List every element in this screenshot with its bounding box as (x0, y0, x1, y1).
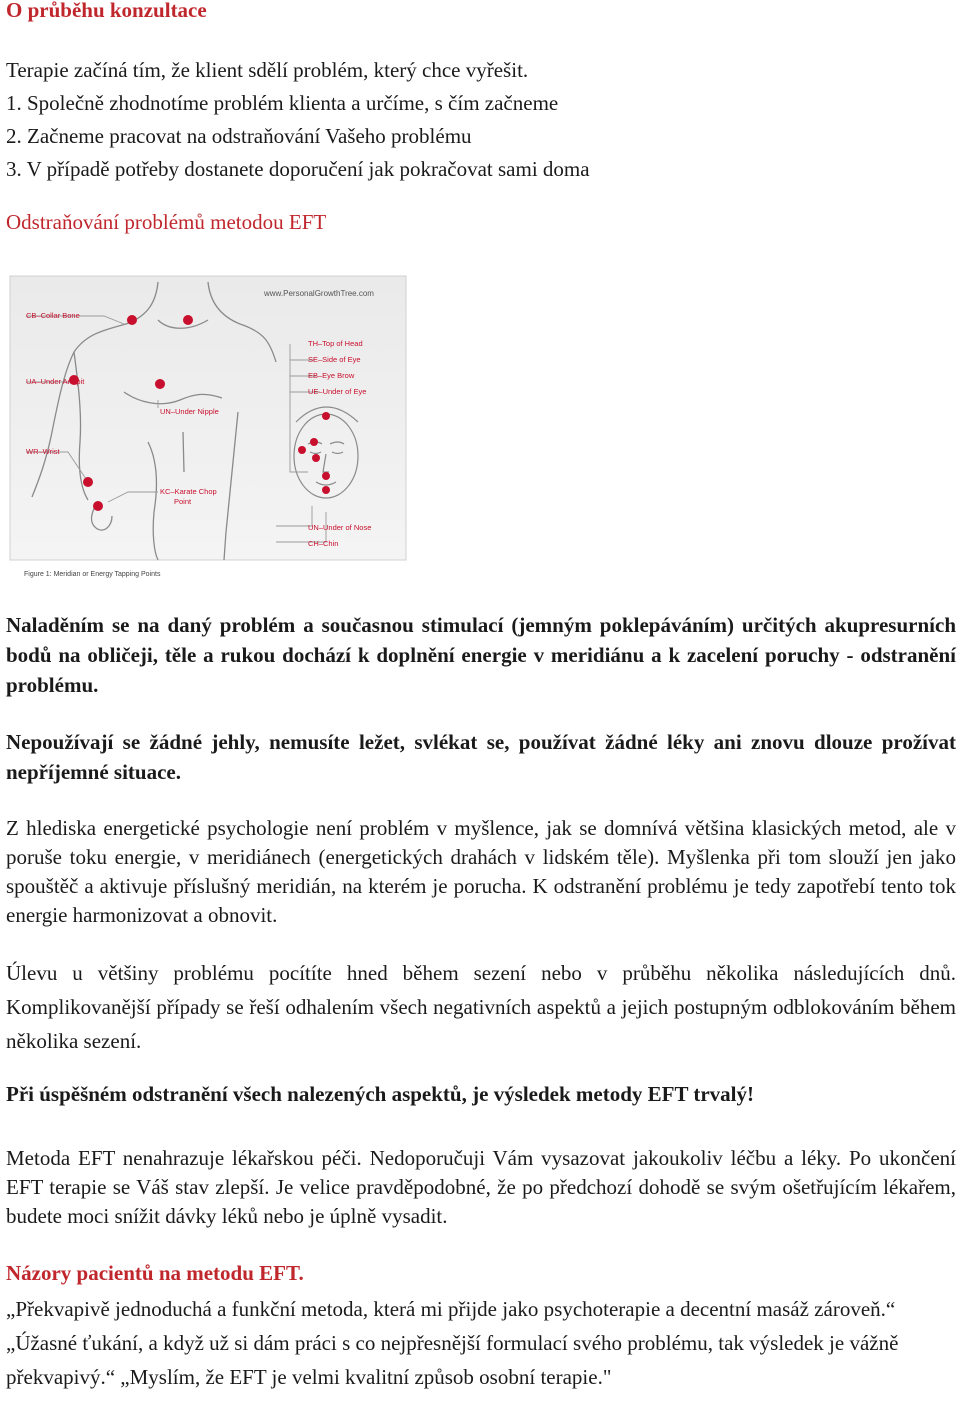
under-nipple-point (155, 379, 165, 389)
patient-quotes: „Překvapivě jednoduchá a funkční metoda, která mi přijde jako psychoterapie a decentní masáž zároveň.“ „Úžasné ťukání, a když už si dám práci s co nejpřesnější formulací svého problému, tak výsledek je vážně překvapivý.“ „Myslím, že EFT je velmi kvalitní způsob osobní terapie." (6, 1297, 899, 1389)
figure-url: www.PersonalGrowthTree.com (264, 289, 374, 298)
paragraph-lasting-result: Při úspěšném odstranění všech nalezených aspektů, je výsledek metody EFT trvalý! (6, 1082, 755, 1106)
top-of-head-point (322, 412, 330, 420)
consultation-intro: Terapie začíná tím, že klient sdělí problém, který chce vyřešit. (6, 58, 529, 82)
step-2: 2. Začneme pracovat na odstraňování Vašeho problému (6, 124, 472, 148)
label-eye-brow: EB–Eye Brow (308, 371, 355, 380)
collar-bone-point-right (183, 315, 193, 325)
label-karate-chop-point: Point (174, 497, 192, 506)
label-under-nipple: UN–Under Nipple (160, 407, 219, 416)
label-chin: CH–Chin (308, 539, 339, 548)
label-collar-bone: CB–Collar Bone (26, 311, 80, 320)
under-nose-point (322, 472, 330, 480)
patients-opinions-heading: Názory pacientů na metodu EFT. (6, 1261, 304, 1285)
label-karate-chop: KC–Karate Chop (160, 487, 217, 496)
paragraph-no-needles: Nepoužívají se žádné jehly, nemusíte ležet, svlékat se, používat žádné léky ani znovu dlouze prožívat nepříjemné situace. (6, 730, 956, 784)
under-eye-point (312, 454, 320, 462)
karate-chop-point (93, 501, 103, 511)
label-top-of-head: TH–Top of Head (308, 339, 363, 348)
eft-heading: Odstraňování problémů metodou EFT (6, 210, 327, 234)
label-side-of-eye: SE–Side of Eye (308, 355, 361, 364)
paragraph-medical-disclaimer: Metoda EFT nenahrazuje lékařskou péči. Nedoporučuji Vám vysazovat jakoukoliv léčbu a léky. Po ukončení EFT terapie se Váš stav zlepší. Je velice pravděpodobné, že po předchozí dohodě se svým ošetřujícím lékařem, budete moci snížit dávky léků nebo je úplně vysadit. (6, 1146, 956, 1228)
side-of-eye-point (298, 446, 306, 454)
chin-point (322, 486, 330, 494)
collar-bone-point (127, 315, 137, 325)
label-under-eye: UE–Under of Eye (308, 387, 367, 396)
consultation-heading: O průběhu konzultace (6, 0, 207, 22)
figure-caption: Figure 1: Meridian or Energy Tapping Points (24, 571, 161, 578)
label-under-nose: UN–Under of Nose (308, 523, 372, 532)
consultation-steps (6, 54, 956, 186)
eye-brow-point (310, 438, 318, 446)
label-wrist: WR–Wrist (26, 447, 60, 456)
tapping-points-figure (8, 272, 410, 584)
wrist-point (83, 477, 93, 487)
paragraph-relief: Úlevu u většiny problému pocítíte hned během sezení nebo v průběhu několika následujících dnů. Komplikovanější případy se řeší odhalením všech negativních aspektů a jejich postupným odblokováním během několika sezení. (6, 961, 956, 1053)
label-under-armpit: UA–Under Armpit (26, 377, 85, 386)
paragraph-tuning: Naladěním se na daný problém a současnou stimulací (jemným poklepáváním) určitých akupresurních bodů na obličeji, těle a rukou dochází k doplnění energie v meridiánu a k zacelení poruchy - odstranění problému. (6, 613, 956, 697)
paragraph-energy-psychology: Z hlediska energetické psychologie není problém v myšlence, jak se domnívá většina klasických metod, ale v poruše toku energie, v meridiánech (energetických drahách v lidském těle). Myšlenka při tom slouží jen jako spouštěč a aktivuje příslušný meridián, na kterém je porucha. K odstranění problému je tedy zapotřebí tento tok energie harmonizovat a obnovit. (6, 816, 956, 927)
step-3: 3. V případě potřeby dostanete doporučení jak pokračovat sami doma (6, 157, 590, 181)
step-1: 1. Společně zhodnotíme problém klienta a určíme, s čím začneme (6, 91, 559, 115)
